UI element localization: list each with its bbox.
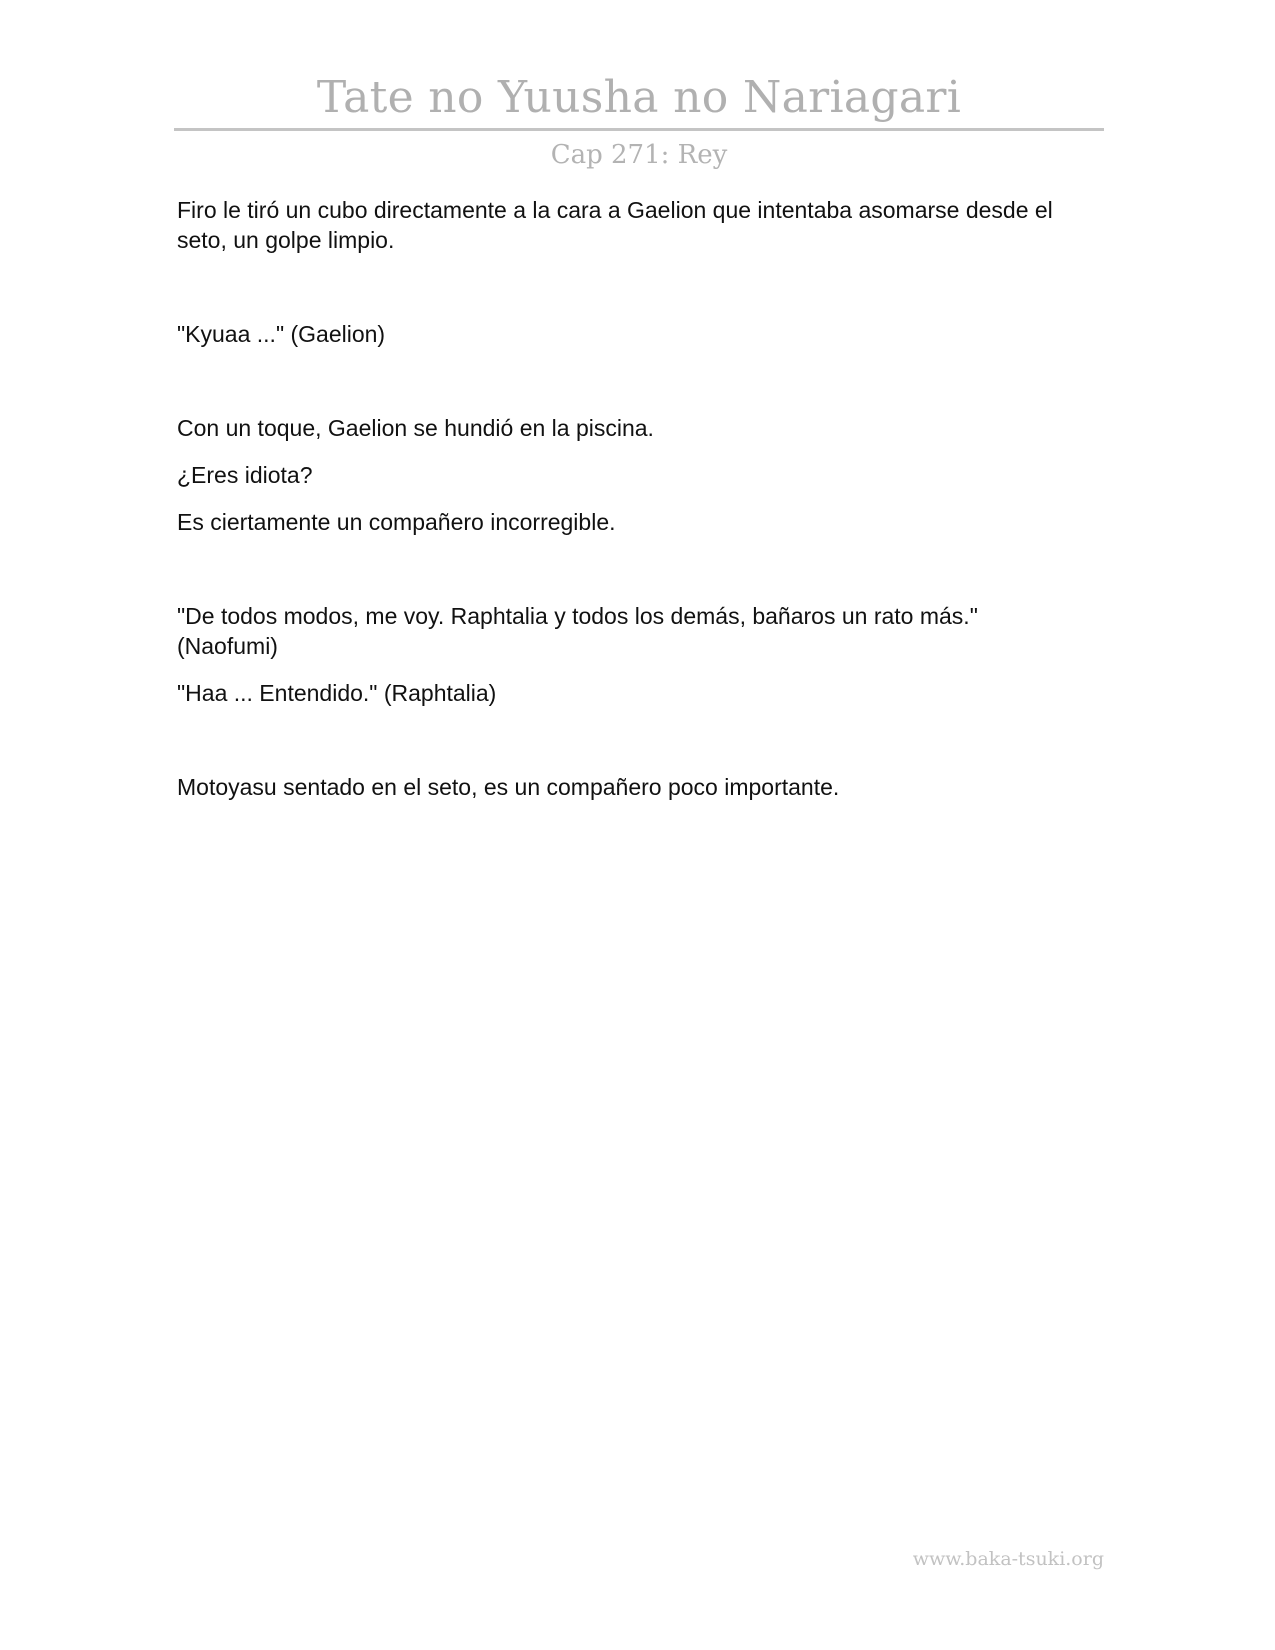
paragraph: ¿Eres idiota?: [177, 462, 313, 488]
paragraph-spacer: [177, 661, 1057, 678]
paragraph-spacer: [177, 349, 1057, 413]
paragraph: Firo le tiró un cubo directamente a la cara a Gaelion que intentaba asomarse desde el seto, un golpe limpio.: [177, 197, 1053, 253]
footer-site-url: www.baka-tsuki.org: [912, 1548, 1104, 1570]
paragraph: "Haa ... Entendido." (Raphtalia): [177, 680, 497, 706]
paragraph-spacer: [177, 708, 1057, 772]
paragraph-spacer: [177, 537, 1057, 601]
document-title: Tate no Yuusha no Nariagari: [316, 72, 962, 123]
paragraph: "Kyuaa ..." (Gaelion): [177, 321, 386, 347]
document-body: [177, 195, 1057, 802]
paragraph: Con un toque, Gaelion se hundió en la piscina.: [177, 415, 654, 441]
paragraph-spacer: [177, 490, 1057, 507]
paragraph-spacer: [177, 443, 1057, 460]
paragraph: Motoyasu sentado en el seto, es un compañero poco importante.: [177, 774, 840, 800]
paragraph-spacer: [177, 255, 1057, 319]
chapter-subtitle: Cap 271: Rey: [550, 140, 728, 170]
title-divider: [174, 128, 1104, 131]
paragraph: "De todos modos, me voy. Raphtalia y todos los demás, bañaros un rato más."(Naofumi): [177, 603, 978, 659]
paragraph: Es ciertamente un compañero incorregible.: [177, 509, 616, 535]
page-header: [174, 68, 1104, 173]
